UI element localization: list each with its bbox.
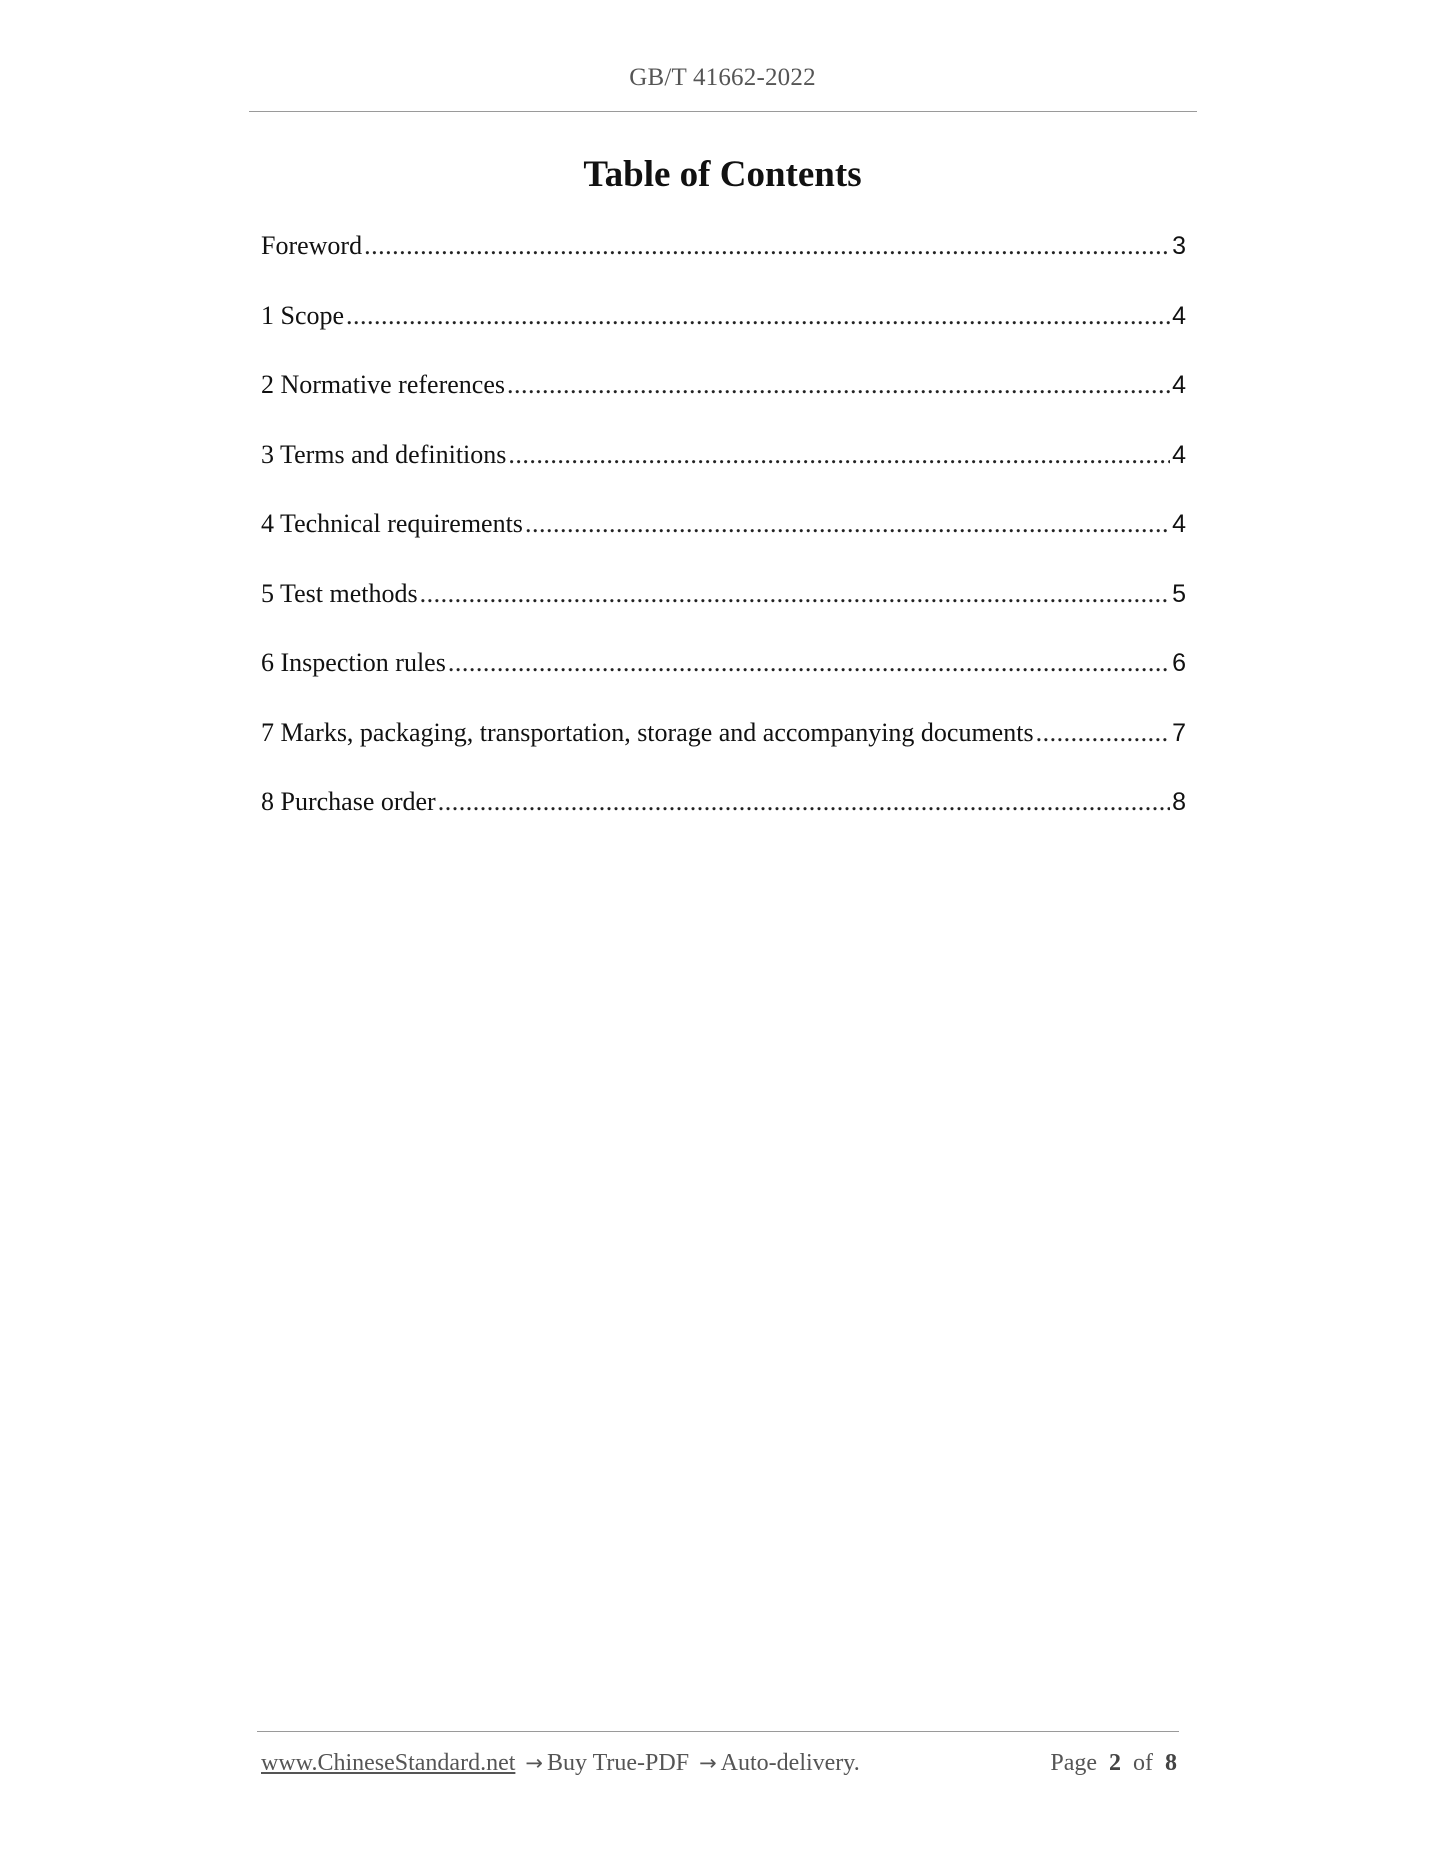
toc-leader-dots (448, 643, 1170, 683)
toc-entry-page: 4 (1172, 301, 1186, 330)
toc-leader-dots (364, 226, 1170, 266)
toc-leader-dots (420, 574, 1171, 614)
toc-entry-label: 8 Purchase order (261, 787, 436, 816)
header-divider (249, 111, 1197, 112)
toc-entry-label: Foreword (261, 231, 363, 260)
toc-entry-label: 3 Terms and definitions (261, 439, 507, 469)
toc-entry-page: 4 (1172, 510, 1186, 538)
toc-entry-terms-and-definitions[interactable] (261, 435, 1186, 505)
page-indicator (1050, 1750, 1177, 1777)
toc-entry-label: 6 Inspection rules (261, 648, 446, 677)
toc-leader-dots (1036, 713, 1171, 753)
toc-entry-page: 4 (1172, 440, 1186, 469)
toc-entry-page: 5 (1172, 579, 1186, 608)
toc-entry-label: 5 Test methods (261, 578, 418, 608)
toc-entry-page: 8 (1172, 788, 1186, 816)
toc-entry-label: 7 Marks, packaging, transportation, storage and accompanying documents (261, 717, 1034, 747)
toc-entry-page: 4 (1172, 371, 1186, 399)
toc-entry-technical-requirements[interactable] (261, 504, 1186, 574)
buy-true-pdf-text: Buy True-PDF (547, 1750, 690, 1776)
of-label: of (1133, 1750, 1153, 1776)
total-pages-number: 8 (1165, 1750, 1177, 1776)
toc-entry-foreword[interactable] (261, 226, 1186, 296)
footer-promo (261, 1750, 860, 1777)
toc-entry-label: 2 Normative references (261, 370, 505, 399)
toc-leader-dots (438, 782, 1170, 822)
arrow-right-icon: → (525, 1751, 543, 1775)
toc-leader-dots (346, 296, 1170, 336)
toc-title: Table of Contents (583, 154, 862, 195)
toc-entry-label: 1 Scope (261, 300, 345, 330)
toc-entry-scope[interactable] (261, 296, 1186, 366)
auto-delivery-text: Auto-delivery. (720, 1750, 860, 1776)
page-label: Page (1050, 1750, 1097, 1776)
toc-leader-dots (507, 365, 1170, 405)
toc-entry-purchase-order[interactable] (261, 782, 1186, 852)
document-code-header: GB/T 41662-2022 (629, 64, 816, 91)
toc-list (261, 226, 1186, 852)
toc-entry-test-methods[interactable] (261, 574, 1186, 644)
site-link[interactable]: www.ChineseStandard.net (261, 1750, 516, 1776)
footer-divider (257, 1731, 1179, 1732)
toc-entry-normative-references[interactable] (261, 365, 1186, 435)
arrow-right-icon: → (699, 1751, 717, 1775)
current-page-number: 2 (1109, 1750, 1121, 1776)
toc-entry-page: 3 (1172, 232, 1186, 260)
toc-entry-marks-packaging[interactable] (261, 713, 1186, 783)
toc-leader-dots (508, 435, 1170, 475)
toc-entry-label: 4 Technical requirements (261, 509, 523, 538)
toc-leader-dots (525, 504, 1170, 544)
toc-entry-page: 6 (1172, 649, 1186, 677)
toc-entry-inspection-rules[interactable] (261, 643, 1186, 713)
toc-entry-page: 7 (1172, 718, 1186, 747)
